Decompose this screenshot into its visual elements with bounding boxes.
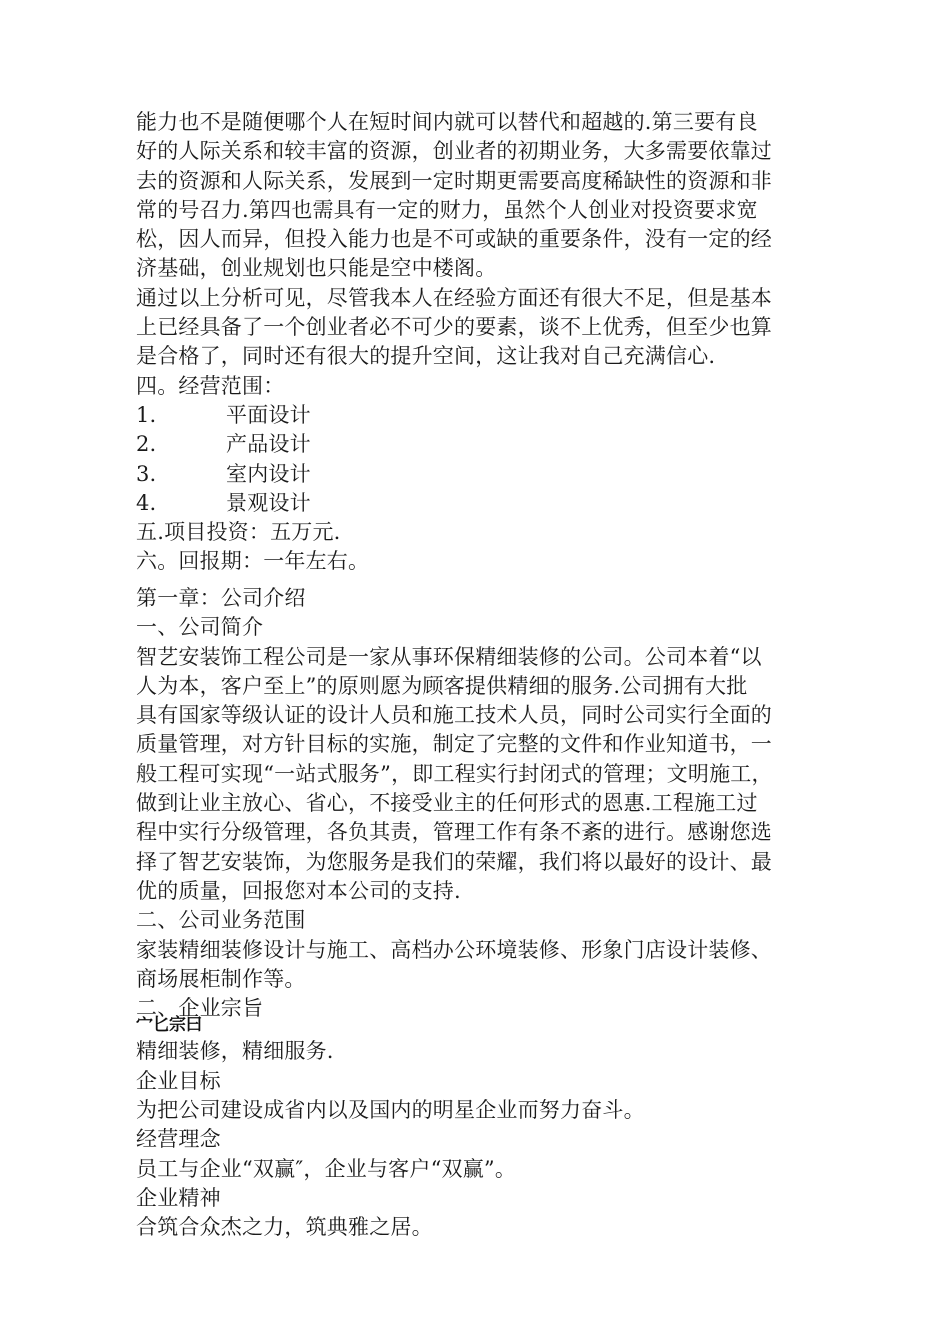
- business-line: 商场展柜制作等。: [136, 966, 306, 991]
- paragraph-line: 是合格了，同时还有很大的提升空间，这让我对自己充满信心.: [136, 344, 716, 369]
- investment-line: 五.项目投资：五万元.: [136, 520, 341, 545]
- spirit-heading: 企业精神: [136, 1185, 221, 1210]
- spirit-text: 合筑合众杰之力，筑典雅之居。: [136, 1215, 433, 1240]
- list-number: 3.: [136, 461, 157, 486]
- paragraph-line: 去的资源和人际关系，发展到一定时期更需要高度稀缺性的资源和非: [136, 168, 772, 193]
- list-number: 4.: [136, 490, 157, 515]
- list-number: 2.: [136, 432, 157, 457]
- document-body-chapter: [136, 584, 836, 1243]
- paragraph-line: 济基础，创业规划也只能是空中楼阁。: [136, 256, 497, 281]
- intro-line: 程中实行分级管理，各负其责，管理工作有条不紊的进行。感谢您选: [136, 820, 772, 845]
- scope-heading: 四。经营范围：: [136, 373, 285, 398]
- list-label: 室内设计: [226, 461, 311, 486]
- paragraph-line: 好的人际关系和较丰富的资源，创业者的初期业务，大多需要依靠过: [136, 139, 772, 164]
- list-number: 1.: [136, 402, 157, 427]
- intro-heading: 一、公司简介: [136, 615, 264, 640]
- paragraph-line: 通过以上分析可见，尽管我本人在经验方面还有很大不足，但是基本: [136, 285, 772, 310]
- intro-line: 智艺安装饰工程公司是一家从事环保精细装修的公司。公司本着“以: [136, 644, 762, 669]
- philosophy-text: 员工与企业“双赢″，企业与客户“双赢”。: [136, 1156, 517, 1181]
- intro-line: 择了智艺安装饰，为您服务是我们的荣耀，我们将以最好的设计、最: [136, 849, 772, 874]
- list-label: 景观设计: [226, 490, 311, 515]
- scope-list-item: [136, 489, 836, 518]
- business-line: 家装精细装修设计与施工、高档办公环境装修、形象门店设计装修、: [136, 937, 772, 962]
- paragraph-line: 常的号召力.第四也需具有一定的财力，虽然个人创业对投资要求宽: [136, 197, 758, 222]
- list-label: 平面设计: [226, 402, 311, 427]
- payback-line: 六。回报期：一年左右。: [136, 549, 370, 574]
- intro-line: 质量管理，对方针目标的实施，制定了完整的文件和作业知道书，一: [136, 732, 772, 757]
- chapter-title: 第一章：公司介绍: [136, 586, 306, 610]
- business-heading: 二、公司业务范围: [136, 908, 306, 933]
- paragraph-line: 上已经具备了一个创业者必不可少的要素，谈不上优秀，但至少也算: [136, 315, 772, 340]
- philosophy-heading: 经营理念: [136, 1127, 221, 1152]
- paragraph-line: 能力也不是随便哪个人在短时间内就可以替代和超越的.第三要有良: [136, 110, 758, 134]
- intro-line: 般工程可实现“一站式服务”，即工程实行封闭式的管理；文明施工，: [136, 761, 773, 786]
- intro-line: 优的质量，回报您对本公司的支持.: [136, 878, 461, 903]
- scope-list-item: [136, 401, 836, 430]
- scope-list-item: [136, 460, 836, 489]
- goal-heading: 企业目标: [136, 1068, 221, 1093]
- intro-line: 做到让业主放心、省心，不接受业主的任何形式的恩惠.工程施工过: [136, 791, 758, 816]
- paragraph-line: 松，因人而异，但投入能力也是不可或缺的重要条件，没有一定的经: [136, 227, 772, 252]
- document-body-top: [136, 108, 836, 577]
- intro-line: 人为本，客户至上”的原则愿为顾客提供精细的服务.公司拥有大批: [136, 673, 748, 698]
- list-label: 产品设计: [226, 432, 311, 457]
- intro-line: 具有国家等级认证的设计人员和施工技术人员，同时公司实行全面的: [136, 703, 772, 728]
- purpose-glitch-text: 宀匕宗曰: [136, 1015, 202, 1036]
- purpose-heading: 二、企业宗旨: [136, 996, 264, 1021]
- goal-text: 为把公司建设成省内以及国内的明星企业而努力奋斗。: [136, 1098, 645, 1123]
- purpose-text: 精细装修，精细服务.: [136, 1039, 334, 1064]
- scope-list-item: [136, 430, 836, 459]
